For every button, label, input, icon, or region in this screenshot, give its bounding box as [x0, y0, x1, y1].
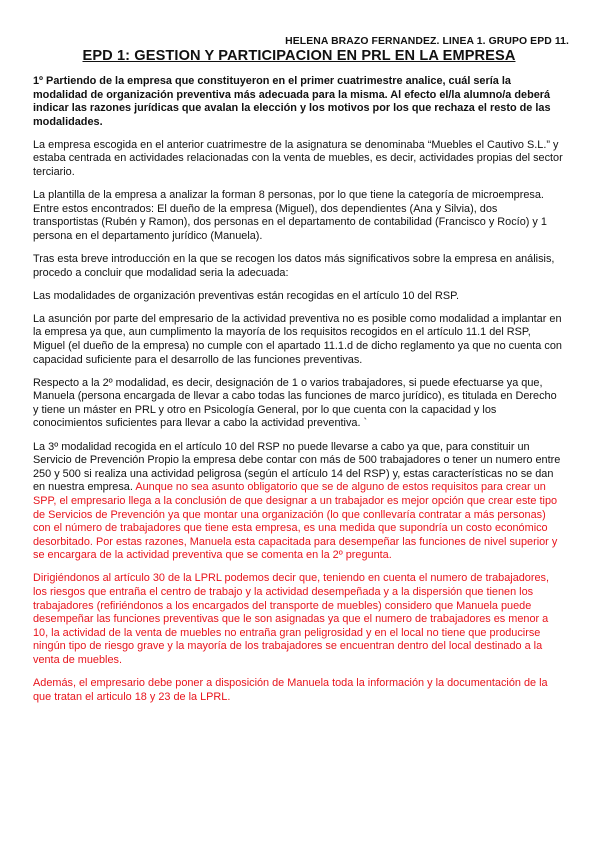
paragraph-modalities: Las modalidades de organización preventivas están recogidas en el artículo 10 del RSP.: [33, 289, 460, 302]
question-text: 1º Partiendo de la empresa que constituyeron en el primer cuatrimestre analice, cuál sería la modalidad de organización preventiva más adecuada para la misma. Al efecto el/la alumno/a deberá indicar las razones jurídicas que avalan la elección y los motivos por los que rechaza el resto de las modalidades.: [33, 75, 551, 128]
document-title: EPD 1: GESTION Y PARTICIPACION EN PRL EN LA EMPRESA: [82, 48, 516, 64]
paragraph-employer-modality: La asunción por parte del empresario de la actividad preventiva no es posible como modalidad a implantar en la empresa ya que, aun cumplimento la mayoría de los requisitos recogidos en el artículo 11.1 del RSP, Miguel (el dueño de la empresa) no cumple con el apartado 11.1.d de dicho reglamento ya que no cuenta con capacidad suficiente para el desarrollo de las funciones preventivas.: [33, 312, 562, 366]
own-service-red-text: Aunque no sea asunto obligatorio que se de alguno de estos requisitos para crear un SPP, el empresario llega a la conclusión de que designar a un trabajador es mejor opción que crear este tipo de Servicios de Prevención ya que montar una organización (lo que conllevaría contratar a más personas) con el número de trabajadores que tiene esta empresa, es una medida que supondría un costo económico desorbitado. Por estas razones, Manuela esta capacitada para desempeñar las funciones de nivel superior y se encargara de la actividad preventiva que se comenta en la 2º pregunta.: [33, 481, 558, 562]
paragraph-company: La empresa escogida en el anterior cuatrimestre de la asignatura se denominaba “Muebles el Cautivo S.L.” y estaba centrada en actividades relacionadas con la venta de muebles, es decir, actividades propias del sector terciario.: [33, 138, 563, 179]
author-line: HELENA BRAZO FERNANDEZ. LINEA 1. GRUPO EPD 11.: [285, 36, 569, 47]
paragraph-staff: La plantilla de la empresa a analizar la forman 8 personas, por lo que tiene la categoría de microempresa. Entre estos encontrados: El dueño de la empresa (Miguel), dos dependientes (Ana y Silvia), dos transportistas (Rubén y Ramon), dos personas en el departamento de contabilidad (Francisco y Rocío) y 1 persona en el departamento jurídico (Manuela).: [33, 189, 547, 242]
own-service-text: La 3º modalidad recogida en el artículo 10 del RSP no puede llevarse a cabo ya que, para constituir un Servicio de Prevención Propio la empresa debe contar con más de 500 trabajadores o tener un numero entre 250 y 500 si realiza una actividad peligrosa (según el artículo 14 del RSP) y, estas características no se dan en nuestra empresa.: [33, 440, 561, 494]
document-page: [33, 36, 569, 704]
paragraph-information: Además, el empresario debe poner a disposición de Manuela toda la información y la documentación de la que tratan el articulo 18 y 23 de la LPRL.: [33, 677, 548, 703]
paragraph-designated-worker: Respecto a la 2º modalidad, es decir, designación de 1 o varios trabajadores, si puede efectuarse ya que, Manuela (persona encargada de llevar a cabo todas las funciones de marco jurídico), es titulada en Derecho y tiene un máster en PRL y otro en Psicología General, por lo que cuenta con la capacidad y los conocimientos suficientes para llevar a cabo la actividad preventiva. `: [33, 376, 557, 430]
paragraph-own-service: [33, 441, 565, 563]
paragraph-article-30: Dirigiéndonos al artículo 30 de la LPRL podemos decir que, teniendo en cuenta el numero de trabajadores, los riesgos que entraña el centro de trabajo y la actividad desempeñada y a la dispersión que tienen los trabajadores (refiriéndonos a los encargados del transporte de muebles) considero que Manuela puede desempeñar las funciones preventivas que le son asignadas ya que el numero de trabajadores es menor a 10, la actividad de la venta de muebles no entraña gran peligrosidad y en el local no tiene que producirse ningún tipo de riesgo grave y la mayoría de los trabajadores se encuentran dentro del local destinado a la venta de muebles.: [33, 572, 550, 666]
paragraph-intro-conclusion: Tras esta breve introducción en la que se recogen los datos más significativos sobre la empresa en análisis, procedo a concluir que modalidad seria la adecuada:: [33, 253, 555, 279]
